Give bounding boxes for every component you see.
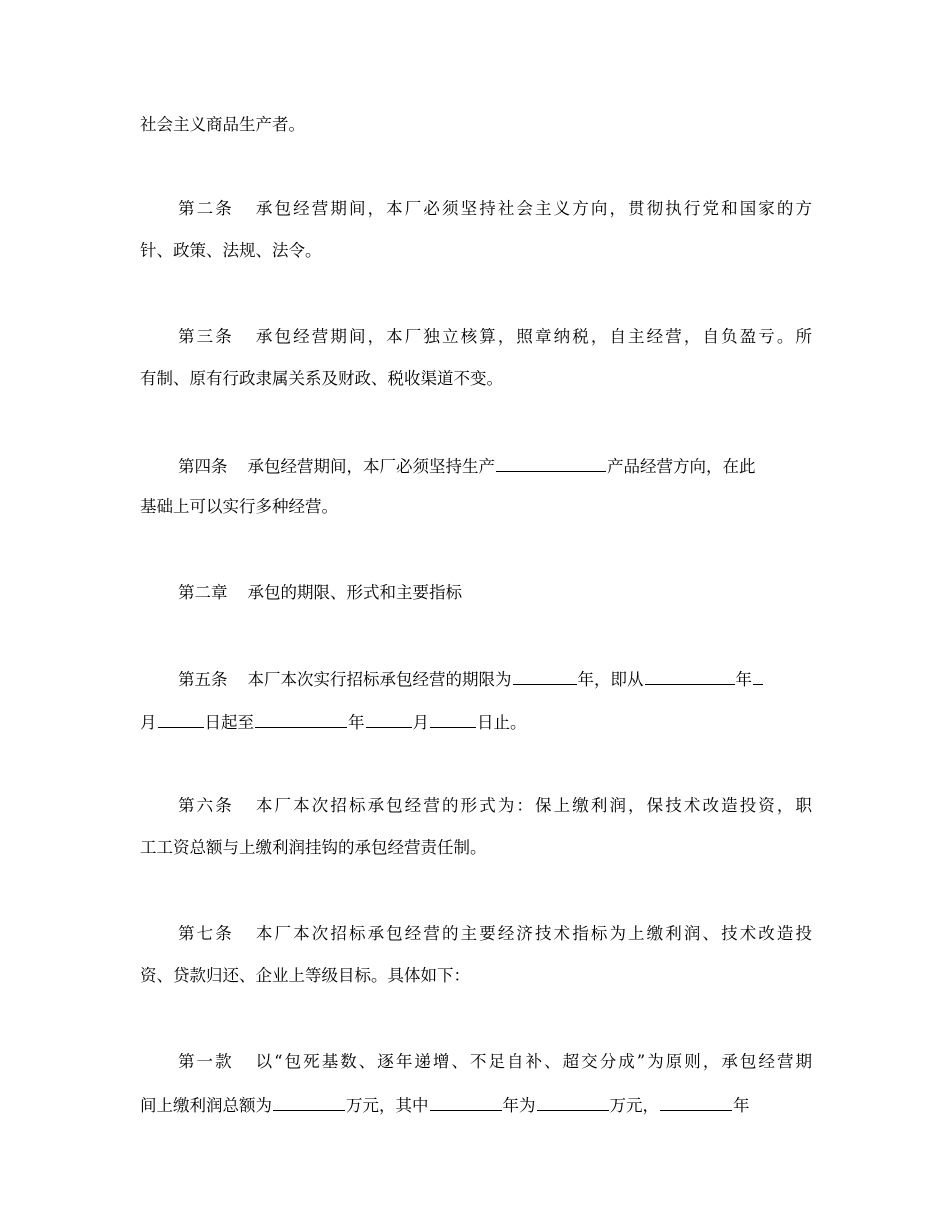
article-label: 第六条 xyxy=(178,796,234,815)
article-label: 第七条 xyxy=(178,924,234,943)
article-text: 承包经营期间，本厂独立核算，照章纳税，自主经营，自负盈亏。所 xyxy=(253,327,813,346)
article-text: 产品经营方向，在此 xyxy=(607,457,756,476)
article-label: 第四条 xyxy=(178,457,228,476)
chapter-label: 第二章 xyxy=(178,583,228,602)
clause-label: 第一款 xyxy=(178,1052,234,1071)
clause-1-line-2 xyxy=(140,1093,750,1117)
article-7-line-1 xyxy=(178,923,812,945)
article-text: 年，即从 xyxy=(577,670,644,689)
fill-blank[interactable] xyxy=(753,667,763,685)
article-label: 第五条 xyxy=(178,670,228,689)
article-2-line-1 xyxy=(178,198,812,220)
fill-blank[interactable] xyxy=(430,1093,502,1111)
article-4-line-1 xyxy=(178,454,756,478)
clause-text: 年 xyxy=(733,1096,750,1115)
fill-blank[interactable] xyxy=(273,1093,345,1111)
article-text: 年 xyxy=(348,713,365,732)
article-text: 月 xyxy=(412,713,429,732)
article-text: 本厂本次招标承包经营的形式为：保上缴利润，保技术改造投资，职 xyxy=(253,796,813,815)
article-label: 第三条 xyxy=(178,327,234,346)
chapter-title: 承包的期限、形式和主要指标 xyxy=(247,583,462,602)
article-5-line-1 xyxy=(178,667,764,691)
chapter-2-heading xyxy=(178,582,462,604)
fill-blank[interactable] xyxy=(255,710,347,728)
article-text: 承包经营期间，本厂必须坚持社会主义方向，贯彻执行党和国家的方 xyxy=(253,199,813,218)
fill-blank[interactable] xyxy=(513,667,577,685)
clause-text: 年为 xyxy=(502,1096,536,1115)
fill-blank[interactable] xyxy=(430,710,476,728)
article-3-line-1 xyxy=(178,326,812,348)
clause-text: 间上缴利润总额为 xyxy=(140,1096,272,1115)
article-text: 日止。 xyxy=(477,713,527,732)
paragraph-line: 社会主义商品生产者。 xyxy=(140,115,305,134)
article-6-line-1 xyxy=(178,795,812,817)
article-text: 本厂本次招标承包经营的主要经济技术指标为上缴利润、技术改造投 xyxy=(253,924,813,943)
fill-blank[interactable] xyxy=(366,710,412,728)
article-4-line-2: 基础上可以实行多种经营。 xyxy=(140,497,338,516)
fill-blank[interactable] xyxy=(496,454,606,472)
article-7-line-2: 资、贷款归还、企业上等级目标。具体如下： xyxy=(140,966,470,985)
article-text: 年 xyxy=(735,670,752,689)
clause-text: 万元，其中 xyxy=(346,1096,429,1115)
fill-blank[interactable] xyxy=(660,1093,732,1111)
fill-blank[interactable] xyxy=(158,710,204,728)
article-text: 日起至 xyxy=(204,713,254,732)
article-text: 月 xyxy=(140,713,157,732)
article-text: 承包经营期间，本厂必须坚持生产 xyxy=(247,457,495,476)
fill-blank[interactable] xyxy=(537,1093,609,1111)
article-text: 本厂本次实行招标承包经营的期限为 xyxy=(247,670,512,689)
article-6-line-2: 工工资总额与上缴利润挂钩的承包经营责任制。 xyxy=(140,838,487,857)
article-3-line-2: 有制、原有行政隶属关系及财政、税收渠道不变。 xyxy=(140,369,503,388)
article-5-line-2 xyxy=(140,710,527,734)
clause-text: 万元， xyxy=(609,1096,659,1115)
clause-1-line-1 xyxy=(178,1051,812,1073)
fill-blank[interactable] xyxy=(645,667,735,685)
clause-text: 以“包死基数、逐年递增、不足自补、超交分成”为原则，承包经营期 xyxy=(253,1052,813,1071)
article-2-line-2: 针、政策、法规、法令。 xyxy=(140,241,322,260)
article-label: 第二条 xyxy=(178,199,234,218)
